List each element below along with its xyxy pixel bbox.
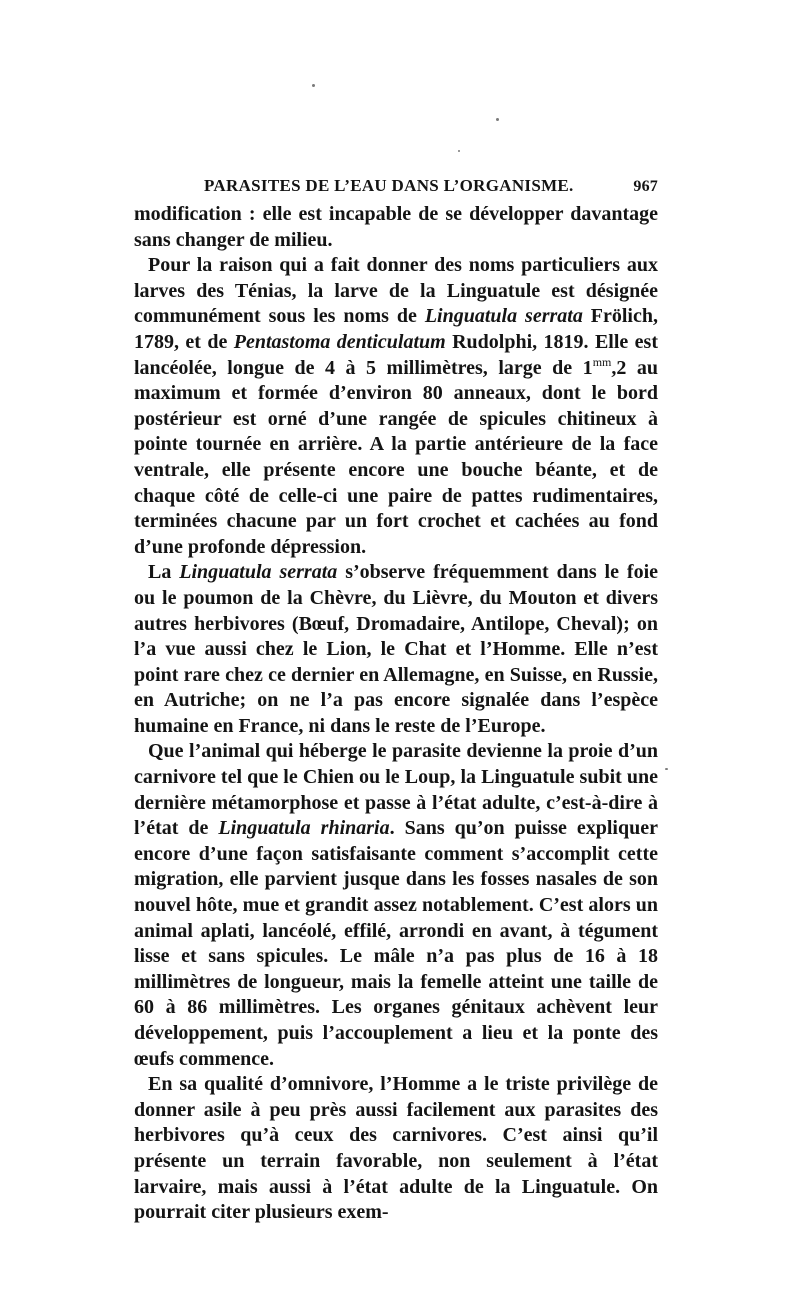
book-page	[134, 176, 658, 1226]
running-title: PARASITES DE L’EAU DANS L’ORGANISME.	[204, 176, 574, 195]
superscript: mm	[592, 354, 612, 369]
text-run: ,2 au maximum et formée d’environ 80 anneaux, dont le bord postérieur est orné d’une rangée de spicules chitineux à pointe tournée en arrière. A la partie antérieure de la face ventrale, elle présente encore une bouche béante, et de chaque côté de celle-ci une paire de pattes rudimentaires, terminées chacune par un fort crochet et cachées au fond d’une profonde dépression.	[134, 356, 659, 558]
text-run: modification : elle est incapable de se développer davantage sans changer de milieu.	[134, 203, 658, 251]
paragraph	[134, 202, 658, 253]
text-run: Rudolphi, 1819. Elle est lancéolée, longue de 4 à 5 millimètres, large de 1	[134, 330, 659, 379]
text-run: Frölich, 1789, et de	[134, 305, 658, 353]
text-run: La	[148, 561, 180, 584]
paragraph	[134, 739, 658, 1072]
italic-term: Linguatula serrata	[424, 305, 583, 328]
paragraph	[134, 253, 658, 560]
paragraph	[134, 1072, 658, 1226]
page-number: 967	[633, 178, 658, 195]
text-run: Que l’animal qui héberge le parasite devienne la proie d’un carnivore tel que le Chien ou le Loup, la Linguatule subit une dernière métamorphose et passe à l’état adulte, c’est-à-dire à l’état de	[134, 740, 658, 840]
running-head	[204, 176, 658, 196]
text-run: Pour la raison qui a fait donner des noms particuliers aux larves des Ténias, la larve de la Linguatule est désignée communément sous les noms de	[134, 254, 658, 328]
italic-term: Linguatula rhinaria	[218, 817, 390, 840]
scan-speck	[496, 118, 499, 121]
scan-speck	[312, 84, 315, 87]
italic-term: Linguatula serrata	[179, 561, 338, 584]
text-run: s’observe fréquemment dans le foie ou le poumon de la Chèvre, du Lièvre, du Mouton et divers autres herbivores (Bœuf, Dromadaire, Antilope, Cheval); on l’a vue aussi chez le Lion, le Chat et l’Homme. Elle n’est point rare chez ce dernier en Allemagne, en Suisse, en Russie, en Autriche; on ne l’a pas encore signalée dans l’espèce humaine en France, ni dans le reste de l’Europe.	[134, 561, 658, 737]
text-run: . Sans qu’on puisse expliquer encore d’une façon satisfaisante comment s’accomplit cette migration, elle parvient jusque dans les fosses nasales de son nouvel hôte, mue et grandit assez notablement. C’est alors un animal aplati, lancéolé, effilé, arrondi en avant, à tégument lisse et sans spicules. Le mâle n’a pas plus de 16 à 18 millimètres de longueur, mais la femelle atteint une taille de 60 à 86 millimètres. Les organes génitaux achèvent leur développement, puis l’accouplement a lieu et la ponte des œufs commence.	[134, 817, 658, 1070]
scan-speck	[665, 768, 668, 770]
paragraph	[134, 560, 658, 739]
scan-speck	[458, 150, 460, 152]
text-run: En sa qualité d’omnivore, l’Homme a le triste privilège de donner asile à peu près aussi facilement aux parasites des herbivores qu’à ceux des carnivores. C’est ainsi qu’il présente un terrain favorable, non seulement à l’état larvaire, mais aussi à l’état adulte de la Linguatule. On pourrait citer plusieurs exem-	[134, 1073, 658, 1224]
italic-term: Pentastoma denticulatum	[233, 330, 446, 353]
body-text	[134, 202, 658, 1226]
